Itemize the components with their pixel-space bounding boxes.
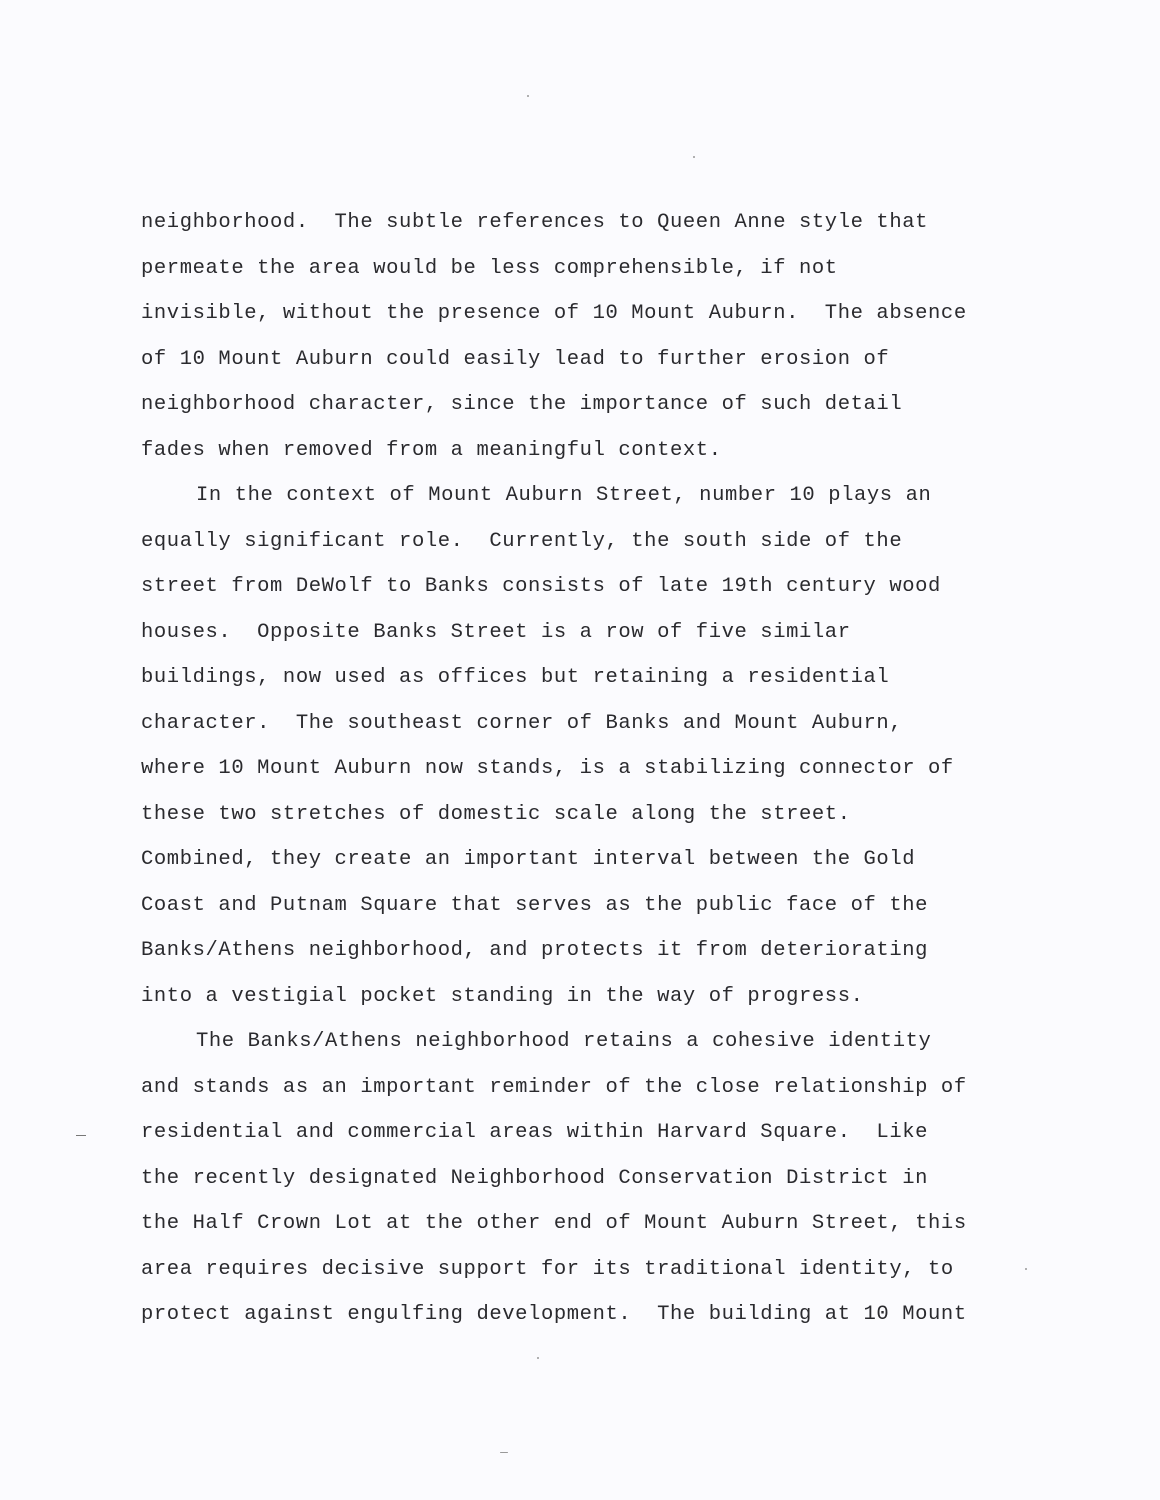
- text-line: protect against engulfing development. The building at 10 Mount: [141, 1303, 967, 1326]
- scan-speck: [1025, 1268, 1027, 1270]
- margin-mark: [76, 1135, 86, 1136]
- text-line: street from DeWolf to Banks consists of late 19th century wood: [141, 575, 941, 598]
- text-line: buildings, now used as offices but retaining a residential: [141, 666, 890, 689]
- text-line: fades when removed from a meaningful context.: [141, 438, 722, 462]
- text-line: the Half Crown Lot at the other end of Mount Auburn Street, this: [141, 1212, 967, 1235]
- text-line: invisible, without the presence of 10 Mount Auburn. The absence: [141, 302, 967, 325]
- text-line: Banks/Athens neighborhood, and protects it from deteriorating: [141, 939, 929, 962]
- text-line: and stands as an important reminder of the close relationship of: [141, 1075, 967, 1099]
- scan-speck: [500, 1452, 508, 1453]
- text-line: of 10 Mount Auburn could easily lead to further erosion of: [141, 347, 890, 371]
- text-line: these two stretches of domestic scale along the street.: [141, 802, 851, 826]
- text-line: where 10 Mount Auburn now stands, is a stabilizing connector of: [141, 757, 954, 780]
- text-line: equally significant role. Currently, the south side of the: [141, 529, 903, 553]
- text-line: the recently designated Neighborhood Conservation District in: [141, 1166, 929, 1190]
- text-line: permeate the area would be less comprehensible, if not: [141, 256, 838, 280]
- text-line: Coast and Putnam Square that serves as the public face of the: [141, 893, 929, 917]
- text-line: into a vestigial pocket standing in the way of progress.: [141, 984, 864, 1008]
- text-line: neighborhood character, since the importance of such detail: [141, 393, 903, 416]
- paragraph-start-line: In the context of Mount Auburn Street, number 10 plays an: [196, 484, 932, 507]
- text-line: houses. Opposite Banks Street is a row of five similar: [141, 620, 851, 644]
- paragraph-start-line: The Banks/Athens neighborhood retains a cohesive identity: [196, 1030, 932, 1053]
- scan-speck: [527, 95, 529, 97]
- text-line: neighborhood. The subtle references to Queen Anne style that: [141, 211, 929, 234]
- scan-speck: [537, 1357, 539, 1359]
- text-line: Combined, they create an important interval between the Gold: [141, 848, 916, 871]
- scan-speck: [693, 156, 695, 158]
- body-text: [141, 200, 1021, 1338]
- text-line: area requires decisive support for its traditional identity, to: [141, 1257, 954, 1281]
- text-line: character. The southeast corner of Banks and Mount Auburn,: [141, 711, 903, 735]
- text-line: residential and commercial areas within Harvard Square. Like: [141, 1121, 929, 1144]
